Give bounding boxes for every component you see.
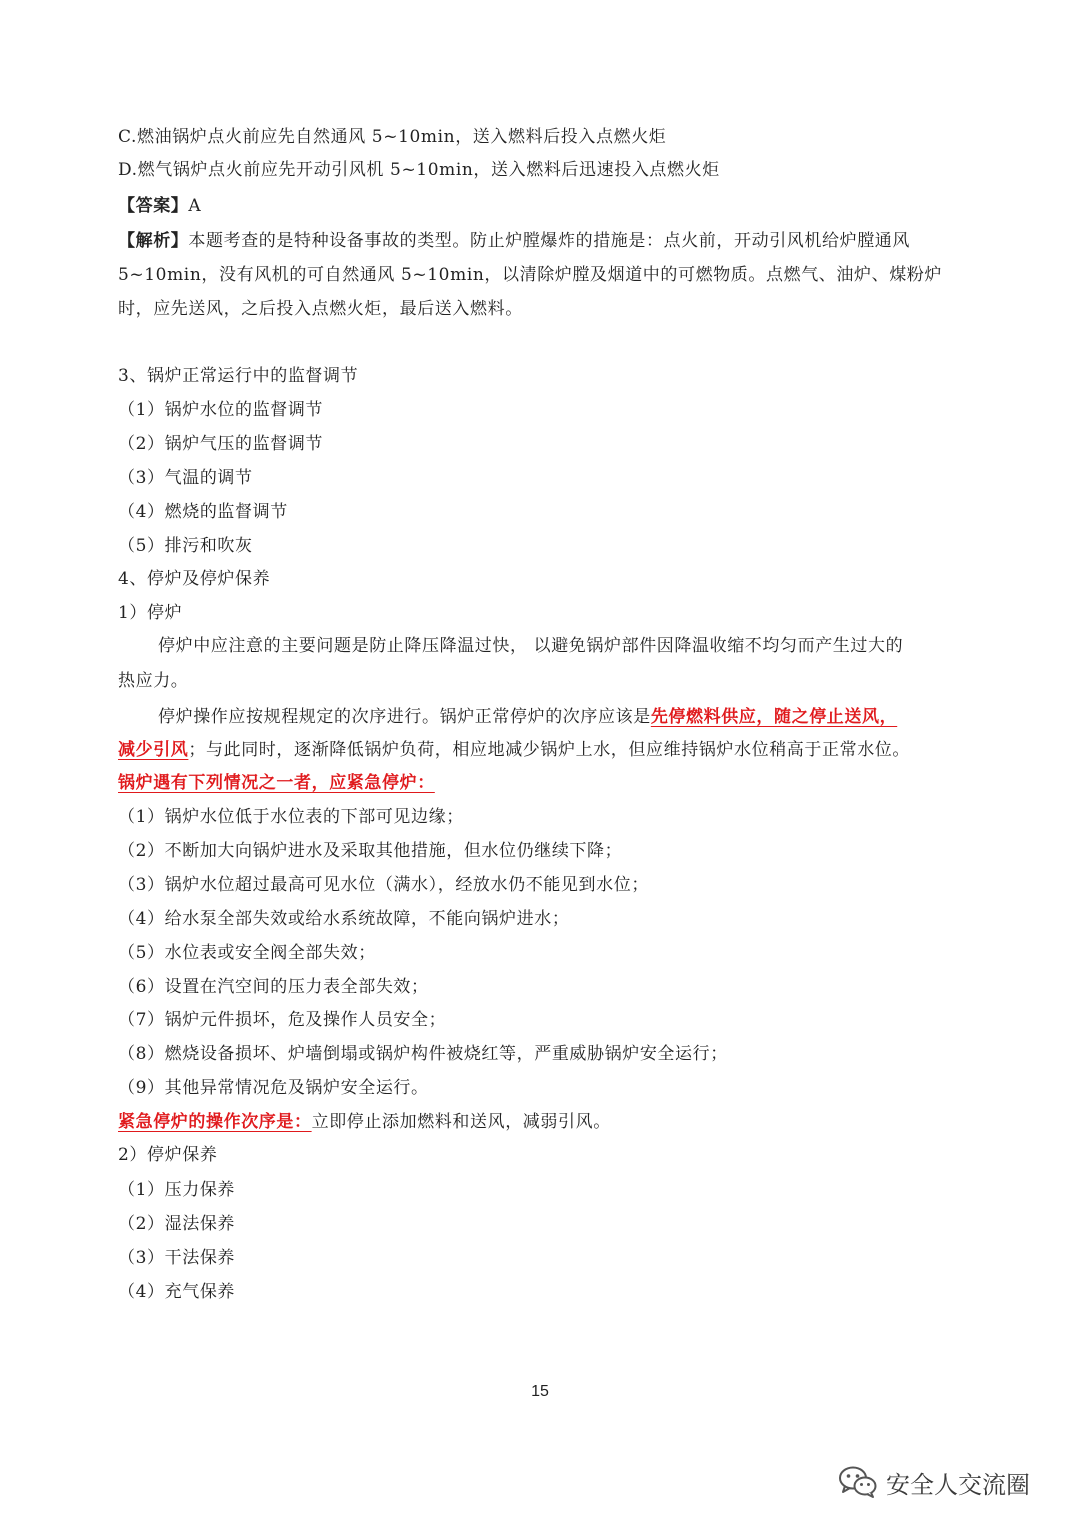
analysis-label: 【解析】 (118, 231, 189, 251)
page-number: 15 (531, 1383, 549, 1400)
emergency-item-8: （8）燃烧设备损坏、炉墙倒塌或锅炉构件被烧红等，严重威胁锅炉安全运行； (118, 1044, 728, 1064)
paragraph-2-line-2 (118, 738, 910, 762)
maintenance-item-4: （4）充气保养 (118, 1282, 236, 1302)
emergency-operation-text: 立即停止添加燃料和送风，减弱引风。 (311, 1112, 611, 1132)
section-3-item-1: （1）锅炉水位的监督调节 (118, 400, 324, 420)
paragraph-2-line-1 (158, 705, 897, 729)
section-4-title: 4、停炉及停炉保养 (118, 569, 271, 589)
paragraph-1-line-2: 热应力。 (118, 671, 189, 691)
watermark (838, 1462, 1030, 1502)
emergency-item-2: （2）不断加大向锅炉进水及采取其他措施，但水位仍继续下降； (118, 841, 623, 861)
answer-label: 【答案】 (118, 196, 189, 216)
section-3-item-3: （3）气温的调节 (118, 468, 253, 488)
section-3-item-2: （2）锅炉气压的监督调节 (118, 434, 324, 454)
section-3-item-5: （5）排污和吹灰 (118, 536, 253, 556)
analysis-line-2: 5~10min，没有风机的可自然通风 5~10min，以清除炉膛及烟道中的可燃物质。点燃气、油炉、煤粉炉 (118, 265, 942, 285)
paragraph-2-text-a: 停炉操作应按规程规定的次序进行。锅炉正常停炉的次序应该是 (158, 707, 651, 727)
paragraph-2-text-b: ；与此同时，逐渐降低锅炉负荷，相应地减少锅炉上水，但应维持锅炉水位稍高于正常水位。 (188, 740, 911, 760)
section-3-title: 3、锅炉正常运行中的监督调节 (118, 366, 359, 386)
emergency-item-3: （3）锅炉水位超过最高可见水位（满水），经放水仍不能见到水位； (118, 875, 649, 895)
emergency-title (118, 771, 435, 795)
paragraph-1-line-1: 停炉中应注意的主要问题是防止降压降温过快， 以避免锅炉部件因降温收缩不均匀而产生过大的 (158, 636, 904, 656)
subsection-maintenance-title: 2）停炉保养 (118, 1145, 218, 1165)
subsection-shutdown-title: 1）停炉 (118, 603, 183, 623)
watermark-text: 安全人交流圈 (886, 1470, 1030, 1499)
emergency-item-1: （1）锅炉水位低于水位表的下部可见边缘； (118, 807, 464, 827)
analysis-text-1: 本题考查的是特种设备事故的类型。防止炉膛爆炸的措施是：点火前，开动引风机给炉膛通风 (188, 231, 911, 251)
emergency-item-9: （9）其他异常情况危及锅炉安全运行。 (118, 1078, 429, 1098)
analysis-line-1 (118, 229, 910, 253)
highlight-shutdown-sequence-2: 减少引风 (118, 740, 189, 760)
answer-line (118, 194, 201, 218)
emergency-item-6: （6）设置在汽空间的压力表全部失效； (118, 977, 429, 997)
answer-value: A (188, 196, 202, 216)
wechat-icon (838, 1465, 878, 1499)
option-d: D.燃气锅炉点火前应先开动引风机 5~10min，送入燃料后迅速投入点燃火炬 (118, 160, 720, 180)
maintenance-item-3: （3）干法保养 (118, 1248, 236, 1268)
emergency-operation-label: 紧急停炉的操作次序是： (118, 1112, 312, 1132)
emergency-title-text: 锅炉遇有下列情况之一者，应紧急停炉： (118, 773, 435, 793)
option-c: C.燃油锅炉点火前应先自然通风 5~10min，送入燃料后投入点燃火炬 (118, 127, 667, 147)
emergency-item-4: （4）给水泵全部失效或给水系统故障，不能向锅炉进水； (118, 909, 570, 929)
section-3-item-4: （4）燃烧的监督调节 (118, 502, 288, 522)
emergency-item-7: （7）锅炉元件损坏，危及操作人员安全； (118, 1010, 447, 1030)
maintenance-item-2: （2）湿法保养 (118, 1214, 236, 1234)
highlight-shutdown-sequence-1: 先停燃料供应，随之停止送风， (650, 707, 898, 727)
maintenance-item-1: （1）压力保养 (118, 1180, 236, 1200)
emergency-item-5: （5）水位表或安全阀全部失效； (118, 943, 376, 963)
emergency-operation-line (118, 1110, 611, 1134)
analysis-line-3: 时，应先送风，之后投入点燃火炬，最后送入燃料。 (118, 299, 523, 319)
